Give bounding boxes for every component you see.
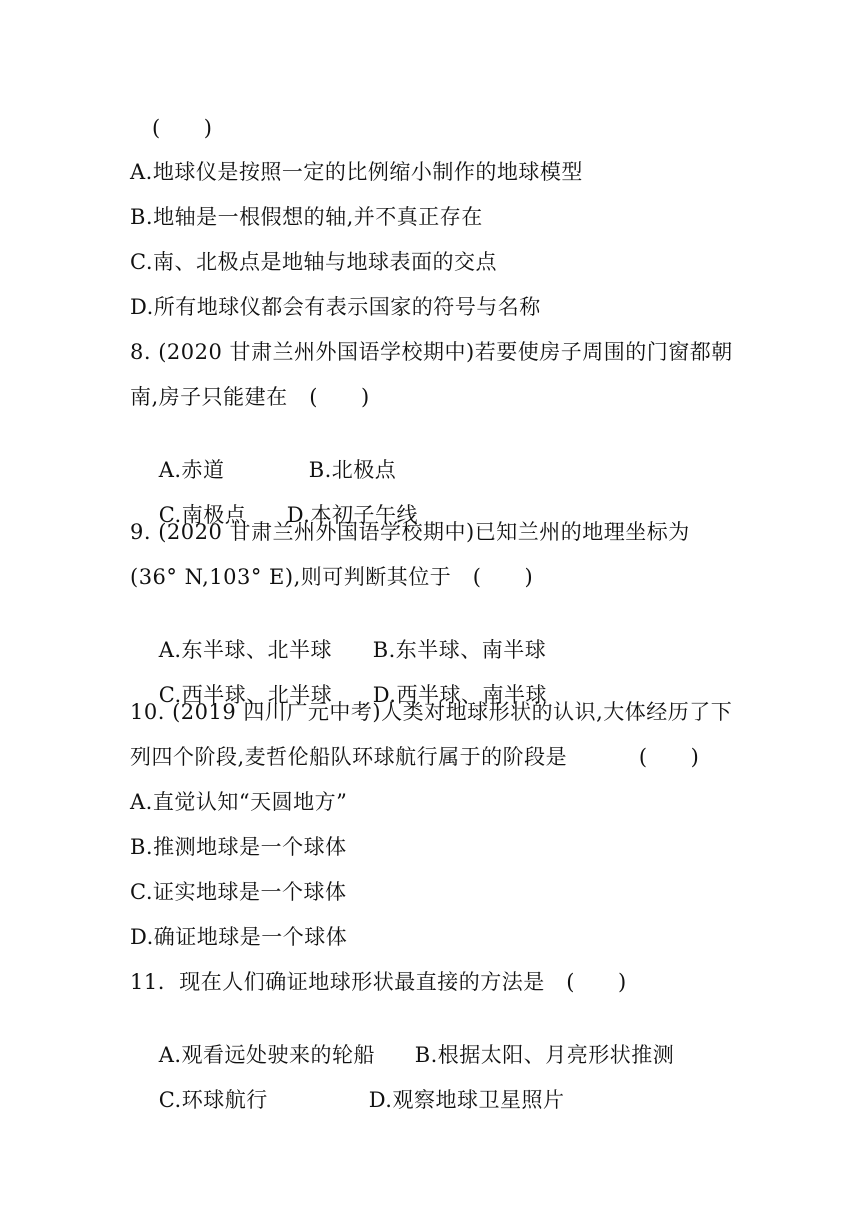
q9-option-a: A.东半球、北半球 [158, 638, 333, 662]
q11-options-row2 [130, 1058, 564, 1142]
q7-option-b: B.地轴是一根假想的轴,并不真正存在 [130, 205, 483, 229]
q7-option-c: C.南、北极点是地轴与地球表面的交点 [130, 250, 497, 274]
q11-option-b: B.根据太阳、月亮形状推测 [414, 1043, 675, 1067]
q10-stem-line1: 10. (2019 四川广元中考)人类对地球形状的认识,大体经历了下 [130, 700, 733, 724]
q10-option-a: A.直觉认知“天圆地方” [130, 790, 348, 814]
q11-option-c: C.环球航行 [158, 1088, 268, 1112]
q11-option-a: A.观看远处驶来的轮船 [158, 1043, 376, 1067]
q8-stem-line1: 8. (2020 甘肃兰州外国语学校期中)若要使房子周围的门窗都朝 [130, 340, 733, 364]
q7-option-d: D.所有地球仪都会有表示国家的符号与名称 [130, 295, 541, 319]
q8-option-c: C.南极点 [158, 503, 247, 527]
q8-option-b: B.北极点 [308, 458, 397, 482]
q7-answer-bracket: ( ) [152, 116, 213, 140]
q9-stem-line2: (36° N,103° E),则可判断其位于 ( ) [130, 565, 534, 589]
q9-option-b: B.东半球、南半球 [372, 638, 547, 662]
q10-stem-line2: 列四个阶段,麦哲伦船队环球航行属于的阶段是 ( ) [130, 745, 700, 769]
q7-option-a: A.地球仪是按照一定的比例缩小制作的地球模型 [130, 160, 583, 184]
q9-stem-line1: 9. (2020 甘肃兰州外国语学校期中)已知兰州的地理坐标为 [130, 520, 690, 544]
q11-option-d: D.观察地球卫星照片 [368, 1088, 565, 1112]
q9-option-d: D.西半球、南半球 [372, 683, 547, 707]
q8-stem-line2: 南,房子只能建在 ( ) [130, 385, 370, 409]
q10-option-d: D.确证地球是一个球体 [130, 925, 348, 949]
q10-option-c: C.证实地球是一个球体 [130, 880, 347, 904]
q8-option-d: D.本初子午线 [286, 503, 418, 527]
q9-option-c: C.西半球、北半球 [158, 683, 333, 707]
q8-option-a: A.赤道 [158, 458, 225, 482]
q11-stem: 11. 现在人们确证地球形状最直接的方法是 ( ) [130, 970, 627, 994]
q10-option-b: B.推测地球是一个球体 [130, 835, 347, 859]
